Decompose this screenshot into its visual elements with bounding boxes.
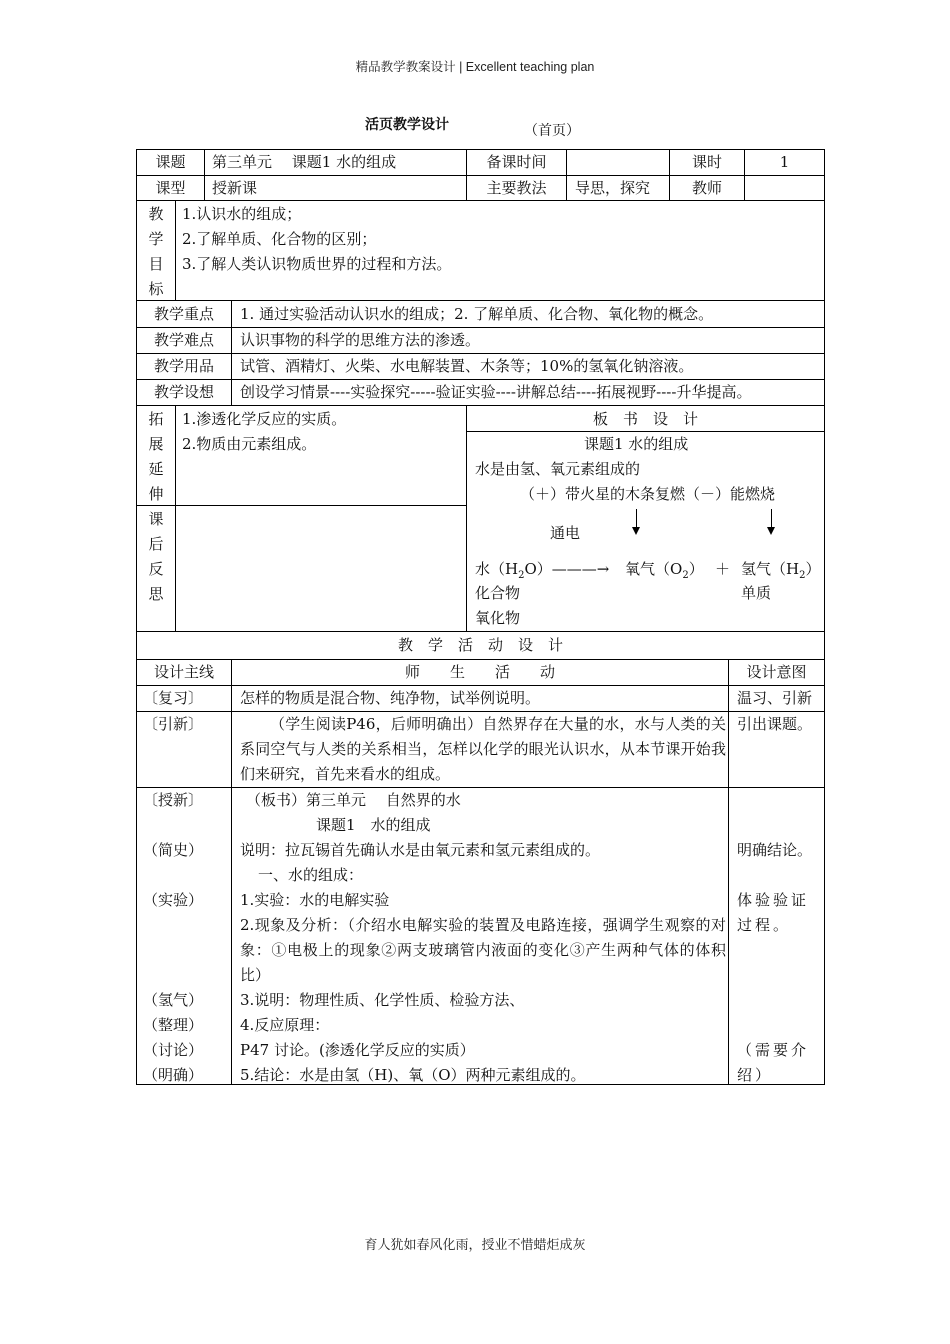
extend-label-1: 拓 (148, 410, 164, 428)
page-title: 活页教学设计 (365, 117, 449, 133)
method-label: 主要教法 (486, 179, 547, 197)
periods-value: 1 (779, 153, 790, 171)
board-plus: ＋ (715, 560, 731, 578)
extend-label-3: 延 (148, 460, 164, 478)
periods-label: 课时 (691, 153, 722, 171)
concept-label: 教学设想 (153, 383, 214, 401)
course-topic-label: 课题 (155, 153, 186, 171)
page-header: 精品教学教案设计 | Excellent teaching plan (355, 60, 595, 74)
teach-line-9: P47 讨论。(渗透化学反应的实质） (240, 1041, 475, 1059)
board-line-2: （＋）带火星的木条复燃（－）能燃烧 (520, 485, 776, 503)
goal-item: 3.了解人类认识物质世界的过程和方法。 (182, 255, 452, 273)
reflect-label-1: 课 (148, 510, 164, 528)
board-heading: 板 书 设 计 (592, 410, 698, 428)
course-topic-value: 第三单元 课题1 水的组成 (212, 153, 397, 171)
review-tag: 〔复习〕 (143, 689, 204, 707)
key-points-label: 教学重点 (153, 305, 214, 323)
intent-conclusion: 明确结论。 (737, 841, 813, 859)
intro-text: （学生阅读P46，后师明确出）自然界存在大量的水，水与人类的关系同空气与人类的关系相当，怎样以化学的眼光认识水，从本节课开始我们来研究，首先来看水的组成。 (240, 715, 726, 783)
intent-introduce: （需要介绍） (737, 1041, 810, 1084)
teach-line-2: 课题1 水的组成 (316, 816, 431, 834)
board-element: 单质 (741, 584, 772, 602)
col-mainline: 设计主线 (153, 663, 214, 681)
tag-experiment: （实验） (143, 891, 204, 909)
difficulties-label: 教学难点 (153, 331, 214, 349)
lesson-type-label: 课型 (155, 179, 186, 197)
reflect-label-4: 思 (148, 585, 164, 603)
lesson-type-value: 授新课 (212, 179, 258, 197)
key-points-text: 1. 通过实验活动认识水的组成；2. 了解单质、化合物、氧化物的概念。 (240, 305, 714, 323)
extend-item: 2.物质由元素组成。 (182, 435, 317, 453)
difficulties-text: 认识事物的科学的思维方法的渗透。 (240, 331, 481, 349)
goals-label-2: 学 (148, 230, 164, 248)
tag-organize: （整理） (143, 1016, 204, 1034)
tag-clarify: （明确） (143, 1066, 204, 1084)
arrowhead-icon (632, 527, 640, 535)
teach-line-5: 1.实验：水的电解实验 (240, 891, 390, 909)
intro-intent: 引出课题。 (737, 715, 813, 733)
down-arrow-icon (771, 509, 772, 529)
down-arrow-icon (636, 509, 637, 529)
intent-verify: 体验验证过程。 (737, 891, 810, 934)
teach-line-10: 5.结论：水是由氢（H)、氧（O）两种元素组成的。 (240, 1066, 586, 1084)
page-footer: 育人犹如春风化雨，授业不惜蜡炬成灰 (364, 1238, 586, 1253)
extend-label-4: 伸 (148, 485, 164, 503)
activity-heading: 教 学 活 动 设 计 (397, 636, 563, 654)
col-activity: 师 生 活 动 (404, 663, 555, 681)
board-line-1: 水是由氢、氧元素组成的 (475, 460, 641, 478)
board-oxygen: 氧气$(O_2)$ (625, 560, 704, 581)
col-intent: 设计意图 (746, 663, 807, 681)
teach-line-1: （板书）第三单元 自然界的水 (246, 791, 461, 809)
board-hydrogen: 氢气$(H_2)$ (741, 560, 821, 581)
intro-tag: 〔引新〕 (143, 715, 204, 733)
goals-label-3: 目 (148, 255, 164, 273)
extend-label-2: 展 (148, 435, 164, 453)
teach-line-8: 4.反应原理： (240, 1016, 330, 1034)
tag-history: （简史） (143, 841, 204, 859)
page-subtitle: （首页） (524, 123, 580, 139)
extend-item: 1.渗透化学反应的实质。 (182, 410, 347, 428)
board-title: 课题1 水的组成 (584, 435, 689, 453)
goals-label-1: 教 (148, 205, 164, 223)
review-text: 怎样的物质是混合物、纯净物，试举例说明。 (240, 689, 541, 707)
materials-text: 试管、酒精灯、火柴、水电解装置、木条等；10%的氢氧化钠溶液。 (240, 357, 694, 375)
goals-label-4: 标 (148, 280, 164, 298)
teach-line-7: 3.说明：物理性质、化学性质、检验方法、 (240, 991, 525, 1009)
prep-time-label: 备课时间 (486, 153, 547, 171)
goal-item: 1.认识水的组成； (182, 205, 302, 223)
reflect-label-2: 后 (148, 535, 164, 553)
tag-hydrogen: （氢气） (143, 991, 204, 1009)
board-compound: 化合物 (475, 584, 521, 602)
reflect-label-3: 反 (148, 560, 164, 578)
tag-teach: 〔授新〕 (143, 791, 204, 809)
teach-line-4: 一、水的组成： (258, 866, 364, 884)
arrowhead-icon (767, 527, 775, 535)
teach-line-6: 2.现象及分析：（介绍水电解实验的装置及电路连接，强调学生观察的对象：①电极上的现象②两支玻璃管内液面的变化③产生两种气体的体积比） (240, 916, 726, 984)
teach-line-3: 说明：拉瓦锡首先确认水是由氧元素和氢元素组成的。 (240, 841, 601, 859)
teacher-label: 教师 (691, 179, 722, 197)
board-electro: 通电 (550, 524, 581, 542)
board-oxide: 氧化物 (475, 609, 521, 627)
goal-item: 2.了解单质、化合物的区别； (182, 230, 377, 248)
materials-label: 教学用品 (153, 357, 214, 375)
board-water: 水$(H_2O)———\to$ (475, 560, 610, 581)
tag-discuss: （讨论） (143, 1041, 204, 1059)
review-intent: 温习、引新 (737, 689, 813, 707)
method-value: 导思，探究 (575, 179, 651, 197)
concept-text: 创设学习情景----实验探究-----验证实验----讲解总结----拓展视野----升华提高。 (240, 383, 752, 401)
